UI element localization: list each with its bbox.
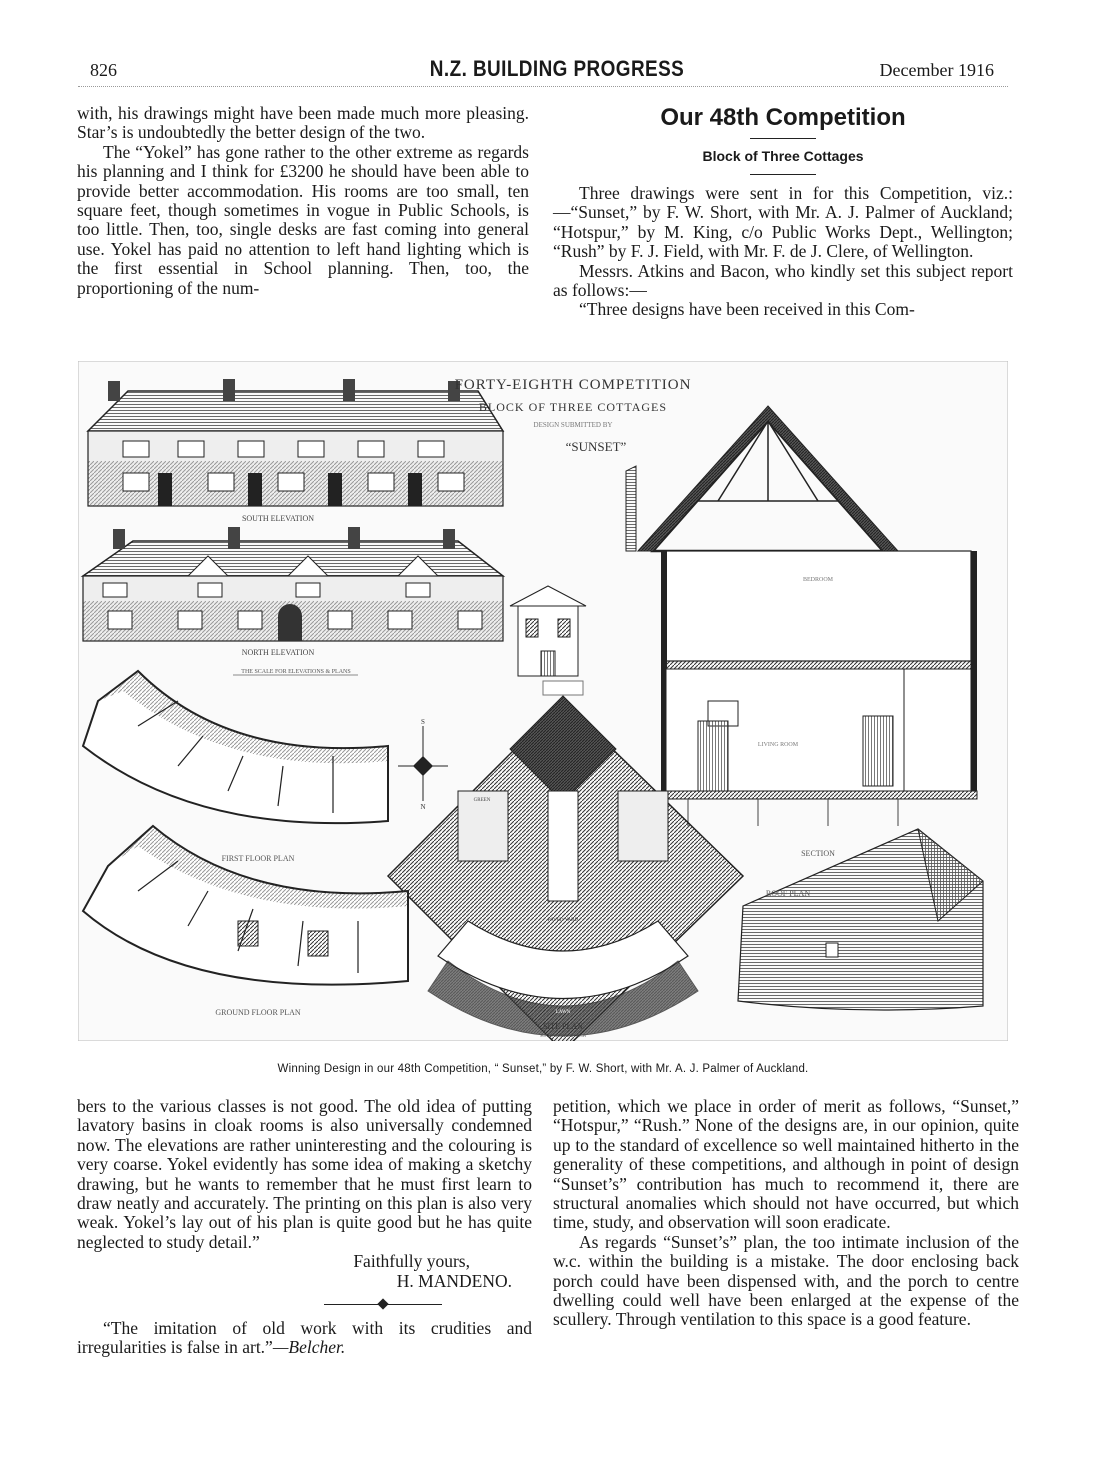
architectural-drawing [78,361,1008,1041]
drawing-title-2: BLOCK OF THREE COTTAGES [478,400,668,414]
roof-plan-label: ROOF PLAN [765,889,811,898]
section-divider [324,1299,442,1311]
right-column-top [553,184,1013,320]
north-elevation-label: NORTH ELEVATION [241,648,315,657]
scale-label: THE SCALE FOR ELEVATIONS & PLANS [241,669,351,675]
paragraph: Messrs. Atkins and Bacon, who kindly set this subject report as follows:— [553,260,1013,301]
paragraph: “Three designs have been received in this Com- [579,299,915,320]
section-label: SECTION [801,849,835,858]
quote-author: —Belcher. [272,1337,346,1358]
publication-title: N.Z. BUILDING PROGRESS [429,56,685,81]
paragraph: As regards “Sunset’s” plan, the too intimate inclusion of the w.c. within the building is a mistake. The door enclosing back porch could have been dispensed with, and the porch to centre dwelling could well have been enlarged at the expense of the scullery. Through ventilation to this space is a good feature. [553,1231,1019,1330]
closing-quote [77,1319,532,1358]
signature: H. MANDENO. [396,1270,512,1291]
quote-text: “The imitation of old work with its crudities and irregularities is false in art.” [77,1318,532,1358]
article-title: Our 48th Competition [660,104,906,131]
left-column-top [77,104,529,298]
site-plan-scale: SCALE 40FT TO AN INCH [540,1033,586,1038]
right-column-bottom [553,1097,1019,1330]
paragraph: with, his drawings might have been made much more pleasing. Star’s is undoubtedly the better design of the two. [77,103,529,143]
compass-north: N [420,803,426,811]
paragraph: The “Yokel” has gone rather to the other extreme as regards his planning and I think for £3200 he should have been able to provide better accommodation. His rooms are too small, ten square feet, though sometimes in vogue in Public Schools, is too little. Then, too, single desks are fast coming into general use. Yokel has paid no attention to left hand lighting which is the first essential in School planning. Then, too, the proportioning of the num- [77,141,529,298]
article-subtitle: Block of Three Cottages [702,148,864,164]
south-elevation [88,379,503,523]
compass-south: S [421,718,425,726]
page-number: 826 [90,60,117,80]
paragraph: bers to the various classes is not good. The old idea of putting lavatory basins in cloak rooms is also universally condemned now. The elevations are rather uninteresting and the colouring is very coarse. Yokel evidently has some idea of making a sketchy drawing, but he wants to remember that he must first learn to draw neatly and accurately. The printing on this plan is also very weak. Yokel’s lay out of his plan is quite good but he has quite neglected to study detail.” [77,1096,532,1252]
drawing-title-3: DESIGN SUBMITTED BY [533,421,613,429]
drawing-svg [78,361,1008,1041]
first-floor-label: FIRST FLOOR PLAN [221,854,295,863]
header-rule [78,86,1008,87]
figure-caption: Winning Design in our 48th Competition, “ Sunset,” by F. W. Short, with Mr. A. J. Palmer of Auckland. [277,1063,809,1075]
green-label: GREEN [473,798,491,803]
lawn-label: LAWN [555,1010,571,1015]
issue-date: December 1916 [879,60,994,80]
drawing-title-4: “SUNSET” [565,439,627,454]
sign-off: Faithfully yours, [353,1251,470,1272]
title-rule [750,138,816,139]
svg-text:BEDROOM: BEDROOM [802,577,834,583]
yard-label: PAVED YARD [547,918,579,923]
site-plan-label: SITE PLAN [543,1022,583,1031]
drawing-title-1: FORTY-EIGHTH COMPETITION [454,377,692,393]
left-column-bottom [77,1097,532,1358]
svg-text:LIVING ROOM: LIVING ROOM [757,742,799,748]
paragraph: petition, which we place in order of merit as follows, “Sunset,” “Hotspur,” “Rush.” None of the designs are, in our opinion, quite up to the standard of excellence so well maintained hitherto in the generality of these competitions, and although in point of design “Sunset’s” contribution has much to recommend it, there are structural anomalies which should not have occurred, but which time, study, and observation will soon eradicate. [553,1096,1019,1233]
subtitle-rule [750,174,816,175]
page-header [0,56,1114,86]
ground-floor-label: GROUND FLOOR PLAN [215,1008,301,1017]
paragraph: Three drawings were sent in for this Competition, viz.:—“Sunset,” by F. W. Short, with Mr. A. J. Palmer of Auckland; “Hotspur,” by M. King, c/o Public Works Dept., Wellington; “Rush” by F. J. Field, with Mr. F. de J. Clere, of Wellington. [553,183,1013,262]
south-elevation-label: SOUTH ELEVATION [241,514,315,523]
